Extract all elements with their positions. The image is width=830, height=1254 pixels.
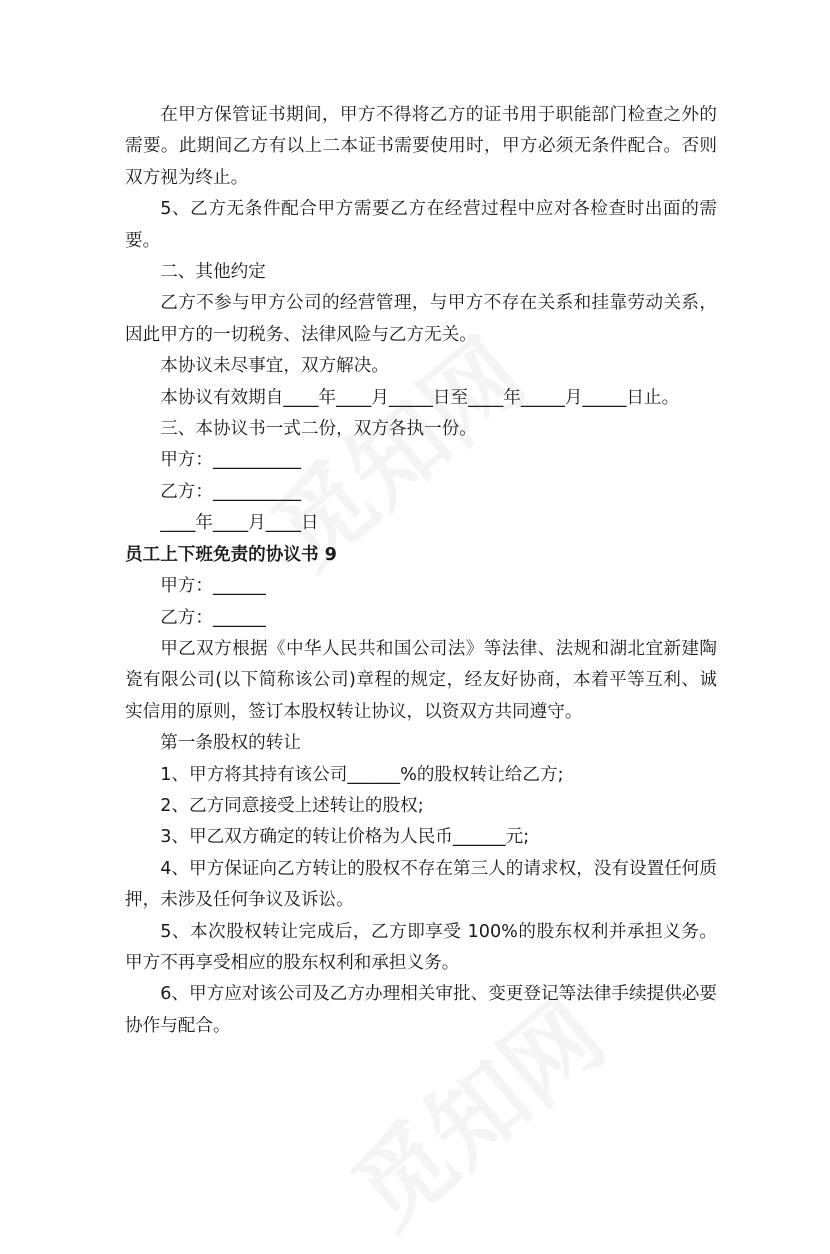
paragraph: 3、甲乙双方确定的转让价格为人民币______元; [160,827,530,848]
party-a-line: 甲方：______ [160,576,266,597]
paragraph: 甲乙双方根据《中华人民共和国公司法》等法律、法规和湖北宜新建陶瓷有限公司(以下简称该公司)章程的规定，经友好协商，本着平等互利、诚实信用的原则，签订本股权转让协议，以资双方共同遵守。 [125,638,717,722]
paragraph: 在甲方保管证书期间，甲方不得将乙方的证书用于职能部门检查之外的需要。此期间乙方有以上二本证书需要使用时，甲方必须无条件配合。否则双方视为终止。 [125,105,717,188]
signature-line-party-b: 乙方：__________ [160,481,301,502]
article-title: 第一条股权的转让 [160,733,301,754]
paragraph: 本协议未尽事宜，双方解决。 [160,356,389,377]
paragraph: 本协议有效期自____年____月_____日至____年_____月_____日止。 [160,387,680,408]
document-body [125,100,717,1042]
date-line: ____年____月____日 [160,513,319,534]
paragraph: 三、本协议书一式二份，双方各执一份。 [160,419,477,440]
paragraph: 1、甲方将其持有该公司______%的股权转让给乙方; [160,764,564,785]
paragraph: 二、其他约定 [160,262,266,283]
paragraph: 5、本次股权转让完成后，乙方即享受 100%的股东权利并承担义务。甲方不再享受相应的股东权利和承担义务。 [125,921,717,973]
section-heading: 员工上下班免责的协议书 9 [125,544,337,565]
paragraph: 2、乙方同意接受上述转让的股权; [160,795,424,816]
paragraph: 5、乙方无条件配合甲方需要乙方在经营过程中应对各检查时出面的需要。 [125,199,717,251]
party-b-line: 乙方：______ [160,607,266,628]
paragraph: 4、甲方保证向乙方转让的股权不存在第三人的请求权，没有设置任何质押，未涉及任何争议及诉讼。 [125,858,717,911]
paragraph: 乙方不参与甲方公司的经营管理，与甲方不存在关系和挂靠劳动关系，因此甲方的一切税务、法律风险与乙方无关。 [125,293,717,345]
paragraph: 6、甲方应对该公司及乙方办理相关审批、变更登记等法律手续提供必要协作与配合。 [125,984,717,1036]
signature-line-party-a: 甲方：__________ [160,450,301,471]
